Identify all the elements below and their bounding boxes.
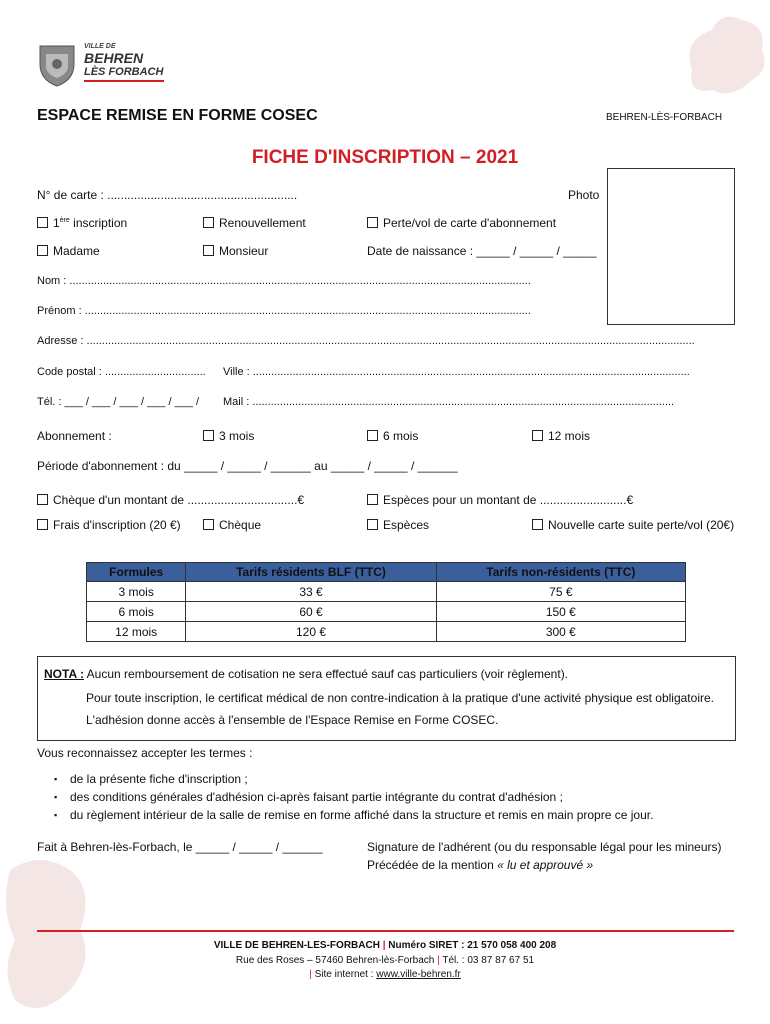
- table-cell: 300 €: [436, 622, 685, 642]
- checkbox-cash[interactable]: [367, 518, 429, 532]
- checkbox-icon[interactable]: [37, 245, 48, 256]
- checkbox-cheque[interactable]: [203, 518, 261, 532]
- footer-phone: Tél. : 03 87 87 67 51: [442, 955, 535, 966]
- table-cell: 3 mois: [87, 582, 186, 602]
- table-row: [87, 622, 686, 642]
- terms-intro: Vous reconnaissez accepter les termes :: [37, 746, 253, 760]
- footer-website-link[interactable]: www.ville-behren.fr: [376, 969, 461, 980]
- mail-field[interactable]: Mail : ..........................................................................................................................................: [223, 396, 675, 408]
- 6-months-label: 6 mois: [383, 429, 419, 443]
- renewal-label: Renouvellement: [219, 216, 306, 230]
- checkbox-monsieur[interactable]: [203, 244, 268, 258]
- city-field[interactable]: Ville : ...............................................................................................................................................: [223, 366, 690, 378]
- table-cell: 75 €: [436, 582, 685, 602]
- checkbox-first-inscription[interactable]: [37, 216, 127, 230]
- footer-site-label: Site internet :: [314, 969, 377, 980]
- checkbox-icon[interactable]: [532, 519, 543, 530]
- signature-mention: [367, 858, 593, 872]
- nota-box: [37, 656, 736, 741]
- list-item: ▪ de la présente fiche d'inscription ;: [70, 770, 653, 788]
- checkbox-cheque-amount[interactable]: [37, 493, 304, 507]
- footer-separator: |: [309, 969, 315, 980]
- checkbox-icon[interactable]: [37, 519, 48, 530]
- 3-months-label: 3 mois: [219, 429, 255, 443]
- cheque-amount-label: Chèque d'un montant de .................................€: [53, 493, 305, 507]
- footer-separator: |: [379, 940, 389, 951]
- logo-line-2: BEHREN: [84, 50, 144, 66]
- nota-label: NOTA :: [44, 667, 84, 681]
- logo: [36, 40, 166, 88]
- lion-watermark-bottom-left: [0, 850, 100, 1020]
- footer-org: VILLE DE BEHREN-LES-FORBACH: [213, 940, 380, 951]
- new-card-label: Nouvelle carte suite perte/vol (20€): [548, 518, 735, 532]
- pricing-table: [86, 562, 686, 642]
- table-cell: 60 €: [186, 602, 436, 622]
- subscription-period-field[interactable]: Période d'abonnement : du _____ / _____ / ______ au _____ / _____ / ______: [37, 459, 458, 473]
- checkbox-icon[interactable]: [203, 519, 214, 530]
- location: BEHREN-LÈS-FORBACH: [606, 112, 723, 123]
- table-header: Formules: [87, 563, 186, 582]
- document-title: ESPACE REMISE EN FORME COSEC: [37, 107, 318, 124]
- footer-line-2: [0, 955, 770, 966]
- table-row: [87, 582, 686, 602]
- footer-siret: Numéro SIRET : 21 570 058 400 208: [388, 940, 557, 951]
- checkbox-cash-amount[interactable]: [367, 493, 633, 507]
- checkbox-icon[interactable]: [367, 519, 378, 530]
- checkbox-icon[interactable]: [532, 430, 543, 441]
- logo-line-1: VILLE DE: [84, 43, 116, 50]
- footer-separator: |: [434, 955, 443, 966]
- table-cell: 6 mois: [87, 602, 186, 622]
- monsieur-label: Monsieur: [219, 244, 269, 258]
- subscription-label: Abonnement :: [37, 429, 112, 443]
- 12-months-label: 12 mois: [548, 429, 591, 443]
- address-field[interactable]: Adresse : .......................................................................................................................................................................................................: [37, 335, 695, 347]
- last-name-field[interactable]: Nom : .......................................................................................................................................................: [37, 275, 531, 287]
- footer-line-1: [0, 940, 770, 951]
- checkbox-registration-fee[interactable]: [37, 518, 181, 532]
- logo-line-3: LÈS FORBACH: [84, 66, 164, 78]
- postal-code-field[interactable]: Code postal : .................................: [37, 366, 206, 378]
- place-date-field[interactable]: Fait à Behren-lès-Forbach, le _____ / _____ / ______: [37, 840, 323, 854]
- lion-watermark-top-right: [672, 10, 770, 110]
- nota-text-2: Pour toute inscription, le certificat médical de non contre-indication à la pratique d'une activité physique est obligatoire.: [86, 691, 714, 705]
- footer-line-3: [0, 969, 770, 980]
- checkbox-3-months[interactable]: [203, 429, 254, 443]
- checkbox-new-card[interactable]: [532, 518, 734, 532]
- table-cell: 12 mois: [87, 622, 186, 642]
- table-header: Tarifs non-résidents (TTC): [436, 563, 685, 582]
- checkbox-icon[interactable]: [37, 494, 48, 505]
- photo-label: Photo: [568, 188, 600, 202]
- nota-line-1: [44, 667, 568, 681]
- card-number-field[interactable]: N° de carte : .........................................................: [37, 188, 298, 202]
- cash-amount-label: Espèces pour un montant de ..........................€: [383, 493, 634, 507]
- cash-label: Espèces: [383, 518, 430, 532]
- madame-label: Madame: [53, 244, 100, 258]
- signature-label: Signature de l'adhérent (ou du responsable légal pour les mineurs): [367, 840, 722, 854]
- table-cell: 150 €: [436, 602, 685, 622]
- checkbox-lost-card[interactable]: [367, 216, 556, 230]
- form-heading: FICHE D'INSCRIPTION – 2021: [251, 147, 519, 168]
- checkbox-icon[interactable]: [37, 217, 48, 228]
- table-cell: 33 €: [186, 582, 436, 602]
- terms-list: [70, 770, 653, 824]
- checkbox-icon[interactable]: [367, 430, 378, 441]
- list-item: ▪ des conditions générales d'adhésion ci-après faisant partie intégrante du contrat d'adhésion ;: [70, 788, 653, 806]
- first-inscription-num: 1: [53, 216, 60, 230]
- first-inscription-label: inscription: [69, 216, 128, 230]
- checkbox-icon[interactable]: [203, 245, 214, 256]
- checkbox-icon[interactable]: [203, 430, 214, 441]
- checkbox-madame[interactable]: [37, 244, 100, 258]
- checkbox-12-months[interactable]: [532, 429, 590, 443]
- first-inscription-sup: ère: [59, 217, 70, 224]
- cheque-label: Chèque: [219, 518, 262, 532]
- footer-address: Rue des Roses – 57460 Behren-lès-Forbach: [235, 955, 435, 966]
- checkbox-icon[interactable]: [203, 217, 214, 228]
- registration-fee-label: Frais d'inscription (20 €): [53, 518, 181, 532]
- phone-field[interactable]: Tél. : ___ / ___ / ___ / ___ / ___ /: [37, 396, 200, 408]
- checkbox-icon[interactable]: [367, 217, 378, 228]
- first-name-field[interactable]: Prénom : ..................................................................................................................................................: [37, 305, 531, 317]
- logo-red-bar: [84, 80, 164, 82]
- coat-of-arms-icon: [36, 40, 78, 88]
- birth-date-field[interactable]: Date de naissance : _____ / _____ / _____: [367, 244, 597, 258]
- photo-box[interactable]: [607, 168, 735, 325]
- checkbox-icon[interactable]: [367, 494, 378, 505]
- signature-mention-quote: « lu et approuvé »: [497, 858, 594, 872]
- signature-mention-text: Précédée de la mention: [367, 858, 498, 872]
- table-cell: 120 €: [186, 622, 436, 642]
- nota-text-3: L'adhésion donne accès à l'ensemble de l'Espace Remise en Forme COSEC.: [86, 713, 499, 727]
- table-header-row: [87, 563, 686, 582]
- list-item: ▪ du règlement intérieur de la salle de remise en forme affiché dans la structure et remis en main propre ce jour.: [70, 806, 653, 824]
- lost-card-label: Perte/vol de carte d'abonnement: [383, 216, 557, 230]
- checkbox-6-months[interactable]: [367, 429, 418, 443]
- footer-divider: [37, 930, 734, 932]
- nota-text-1: Aucun remboursement de cotisation ne sera effectué sauf cas particuliers (voir règlement).: [86, 667, 569, 681]
- checkbox-renewal[interactable]: [203, 216, 306, 230]
- table-row: [87, 602, 686, 622]
- table-header: Tarifs résidents BLF (TTC): [186, 563, 436, 582]
